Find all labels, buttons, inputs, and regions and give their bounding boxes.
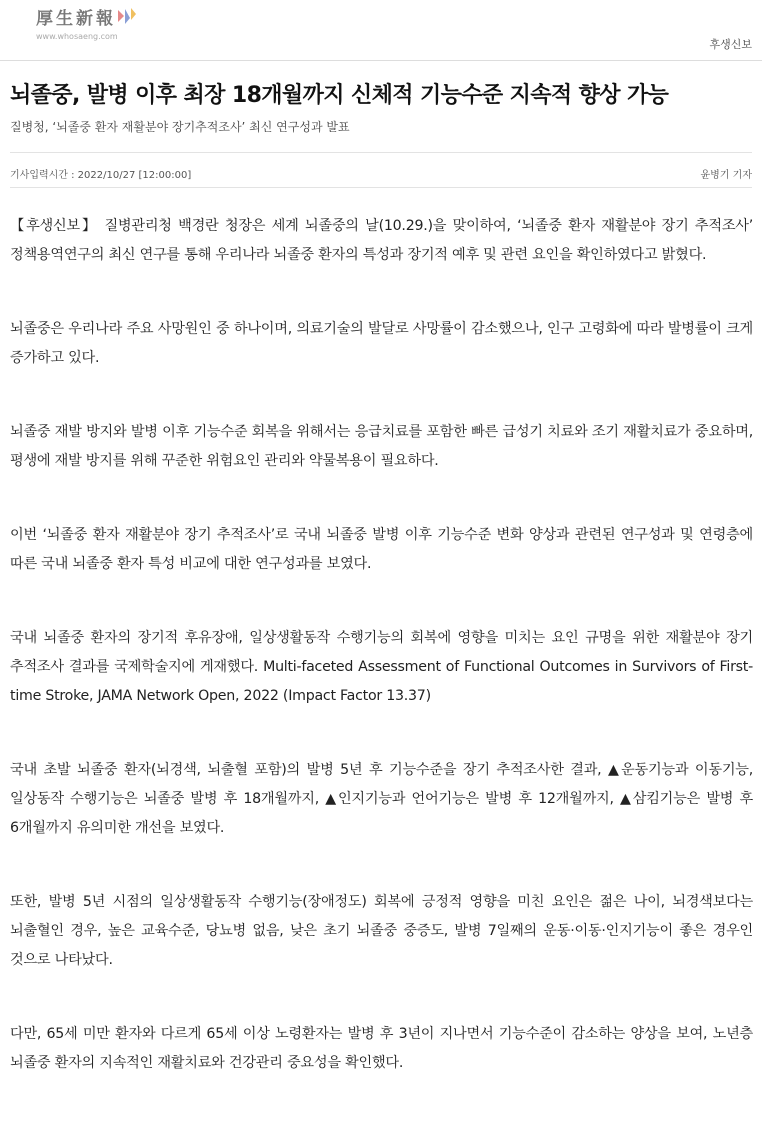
author-name[interactable]: 윤병기 기자 [700, 170, 752, 181]
divider [10, 152, 752, 153]
article-paragraph: 【후생신보】 질병관리청 백경란 청장은 세계 뇌졸중의 날(10.29.)을 맞이하여, ‘뇌졸중 환자 재활분야 장기 추적조사’ 정책용역연구의 최신 연구를 통해 우리나라 뇌졸중 환자의 특성과 장기적 예후 및 관련 요인을 확인하였다고 밝혔다. [10, 218, 753, 263]
site-logo[interactable] [36, 8, 118, 41]
article-paragraph: 뇌졸중은 우리나라 주요 사망원인 중 하나이며, 의료기술의 발달로 사망률이 감소했으나, 인구 고령화에 따라 발병률이 크게 증가하고 있다. [10, 321, 753, 366]
article-paragraph: 이번 ‘뇌졸중 환자 재활분야 장기 추적조사’로 국내 뇌졸중 발병 이후 기능수준 변화 양상과 관련된 연구성과 및 연령층에 따른 국내 뇌졸중 환자 특성 비교에 대한 연구성과를 보였다. [10, 527, 753, 572]
article-paragraph: 국내 뇌졸중 환자의 장기적 후유장애, 일상생활동작 수행기능의 회복에 영향을 미치는 요인 규명을 위한 재활분야 장기 추적조사 결과를 국제학술지에 게재했다. Multi-faceted Assessment of Functional Outcomes in Survivors of First-time Stroke, JAMA Network Open, 2022 (Impact Factor 13.37) [10, 630, 753, 704]
site-header [0, 0, 762, 61]
logo-mark-icon [116, 6, 138, 26]
publish-date: 기사입력시간 : 2022/10/27 [12:00:00] [10, 170, 192, 181]
logo-text: 厚生新報 [36, 9, 116, 29]
article-paragraph: 뇌졸중 재발 방지와 발병 이후 기능수준 회복을 위해서는 응급치료를 포함한 빠른 급성기 치료와 조기 재활치료가 중요하며, 평생에 재발 방지를 위해 꾸준한 위험요인 관리와 약물복용이 필요하다. [10, 424, 753, 469]
article-paragraph: 다만, 65세 미만 환자와 다르게 65세 이상 노령환자는 발병 후 3년이 지나면서 기능수준이 감소하는 양상을 보여, 노년층 뇌졸중 환자의 지속적인 재활치료와 건강관리 중요성을 확인했다. [10, 1026, 753, 1071]
article-body [10, 212, 753, 1123]
article-title: 뇌졸중, 발병 이후 최장 18개월까지 신체적 기능수준 지속적 향상 가능 [10, 83, 669, 108]
divider [10, 187, 752, 188]
article-paragraph: 국내 초발 뇌졸중 환자(뇌경색, 뇌출혈 포함)의 발병 5년 후 기능수준을 장기 추적조사한 결과, ▲운동기능과 이동기능, 일상동작 수행기능은 뇌졸중 발병 후 18개월까지, ▲인지기능과 언어기능은 발병 후 12개월까지, ▲삼킴기능은 발병 후 6개월까지 유의미한 개선을 보였다. [10, 762, 753, 836]
article-paragraph: 또한, 발병 5년 시점의 일상생활동작 수행기능(장애정도) 회복에 긍정적 영향을 미친 요인은 젊은 나이, 뇌경색보다는 뇌출혈인 경우, 높은 교육수준, 당뇨병 없음, 낮은 초기 뇌졸중 중증도, 발병 7일째의 운동·이동·인지기능이 좋은 경우인 것으로 나타났다. [10, 894, 753, 968]
section-label[interactable]: 후생신보 [709, 38, 752, 51]
logo-url: www.whosaeng.com [36, 32, 118, 41]
article-subtitle: 질병청, ‘뇌졸중 환자 재활분야 장기추적조사’ 최신 연구성과 발표 [10, 120, 350, 134]
